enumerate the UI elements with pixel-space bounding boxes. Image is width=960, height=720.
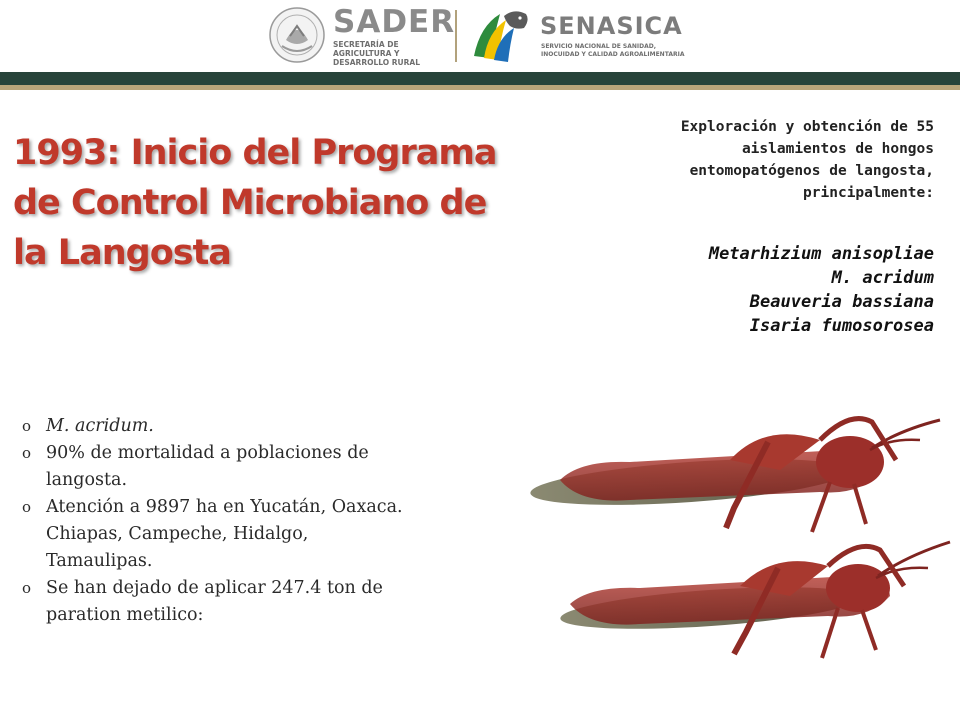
senasica-logo-icon — [470, 6, 532, 64]
sader-subtitle — [333, 40, 443, 67]
bullet-line: paration metilico: — [46, 605, 204, 625]
bullet-item — [22, 413, 542, 440]
bullet-line: Se han dejado de aplicar 247.4 ton de — [46, 578, 383, 598]
bullet-item — [22, 494, 542, 575]
species-item: Isaria fumosorosea — [749, 316, 934, 336]
senasica-logo-text: SENASICA — [540, 12, 683, 40]
header-logos — [0, 0, 960, 72]
bullet-list — [22, 413, 542, 629]
species-item: M. acridum — [831, 268, 934, 288]
exploration-line: entomopatógenos de langosta, — [689, 163, 934, 179]
exploration-text — [574, 116, 934, 204]
sader-subtitle-line: SECRETARÍA DE — [333, 40, 399, 49]
bullet-line: M. acridum. — [46, 416, 154, 436]
bullet-line: 90% de mortalidad a poblaciones de — [46, 443, 369, 463]
grasshopper-top — [529, 419, 940, 532]
sader-subtitle-line: AGRICULTURA Y — [333, 49, 400, 58]
bullet-marker: o — [22, 444, 32, 462]
exploration-line: principalmente: — [803, 185, 934, 201]
title-line: 1993: Inicio del Programa — [13, 133, 497, 173]
slide-title — [13, 128, 533, 278]
species-list — [574, 242, 934, 338]
senasica-subtitle — [541, 43, 684, 59]
species-item: Metarhizium anisopliae — [708, 244, 934, 264]
bullet-item — [22, 575, 542, 629]
mexico-seal-icon — [268, 6, 326, 64]
sader-subtitle-line: DESARROLLO RURAL — [333, 58, 420, 67]
title-line: de Control Microbiano de — [13, 183, 487, 223]
header-divider — [455, 10, 457, 62]
header-band-dark — [0, 72, 960, 85]
sader-logo-text: SADER — [333, 4, 456, 40]
bullet-line: Atención a 9897 ha en Yucatán, Oaxaca. — [46, 497, 403, 517]
title-line: la Langosta — [13, 233, 231, 273]
grasshopper-bottom — [559, 542, 950, 658]
grasshoppers-photo — [520, 400, 960, 690]
exploration-line: aislamientos de hongos — [741, 141, 934, 157]
bullet-item — [22, 440, 542, 494]
bullet-marker: o — [22, 498, 32, 516]
bullet-line: Chiapas, Campeche, Hidalgo, — [46, 524, 309, 544]
bullet-line: langosta. — [46, 470, 128, 490]
bullet-marker: o — [22, 579, 32, 597]
senasica-subtitle-line: INOCUIDAD Y CALIDAD AGROALIMENTARIA — [541, 51, 685, 58]
header-band-gold — [0, 85, 960, 90]
bullet-line: Tamaulipas. — [46, 551, 153, 571]
bullet-marker: o — [22, 417, 32, 435]
species-item: Beauveria bassiana — [749, 292, 934, 312]
exploration-line: Exploración y obtención de 55 — [680, 119, 934, 135]
senasica-subtitle-line: SERVICIO NACIONAL DE SANIDAD, — [541, 43, 656, 50]
